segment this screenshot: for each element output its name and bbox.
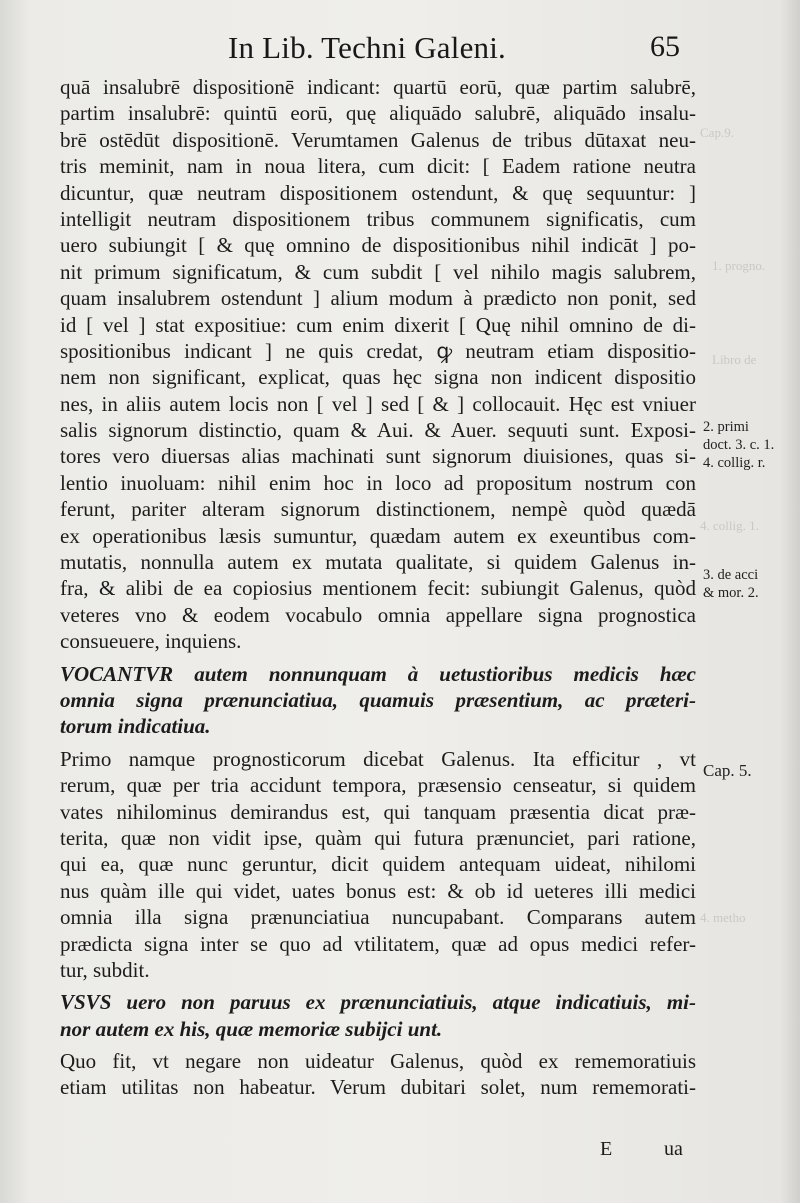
show-through-mark: 4. metho bbox=[700, 910, 746, 925]
text-line: nem non significant, explicat, quas hęc signa non indicent dispositio bbox=[60, 365, 696, 390]
text-line: nes, in aliis autem locis non [ vel ] sed [ & ] collocauit. Hęc est vniuer bbox=[60, 391, 696, 416]
text-line: vates nihilominus demirandus est, qui tanquam præsentia dicat præ- bbox=[60, 799, 696, 824]
text-line: tur, subdit. bbox=[60, 957, 150, 982]
text-line: ex operationibus læsis sumuntur, quædam autem ex exeuntibus com- bbox=[60, 523, 696, 548]
text-line: qui ea, quæ nunc geruntur, dicit quidem antequam uideat, nihilomi bbox=[60, 852, 696, 877]
lemma-line: torum indicatiua. bbox=[60, 714, 211, 739]
text-line: fra, & alibi de ea copiosius mentionem fecit: subiungit Galenus, quòd bbox=[60, 576, 696, 601]
signature-mark: E bbox=[600, 1138, 613, 1160]
text-line: rerum, quæ per tria accidunt tempora, præsensio censeatur, si quidem bbox=[60, 773, 696, 798]
text-line: brē ostēdūt dispositionē. Verumtamen Galenus de tribus dūtaxat neu- bbox=[60, 127, 696, 152]
page-footer bbox=[0, 1138, 800, 1166]
text-line: tores vero diuersas alias machinati sunt signorum diuisiones, quas si- bbox=[60, 444, 696, 469]
lemma-line: nor autem ex his, quæ memoriæ subijci unt. bbox=[60, 1016, 443, 1041]
margin-note: Cap. 5. bbox=[703, 761, 752, 780]
show-through-mark: Cap.9. bbox=[700, 125, 734, 140]
text-line: omnia illa signa prænunciatiua nuncupabant. Comparans autem bbox=[60, 905, 696, 930]
text-line: Quo fit, vt negare non uideatur Galenus, quòd ex rememoratiuis bbox=[60, 1049, 696, 1074]
text-line: spositionibus indicant ] ne quis credat, ꝙ neutram etiam dispositio- bbox=[60, 338, 696, 363]
text-line: quā insalubrē dispositionē indicant: quartū eorū, quæ partim salubrē, bbox=[60, 75, 696, 99]
show-through-mark: 1. progno. bbox=[712, 258, 766, 273]
text-line: partim insalubrē: quintū eorū, quę aliquādo salubrē, aliquādo insalu- bbox=[60, 101, 696, 126]
text-line: ferunt, pariter alteram signorum distinctionem, nempè quòd quædā bbox=[60, 497, 696, 522]
show-through-mark: Libro de bbox=[712, 352, 757, 367]
text-line: tris meminit, nam in noua litera, cum dicit: [ Eadem ratione neutra bbox=[60, 154, 696, 179]
text-line: Primo namque prognosticorum dicebat Galenus. Ita efficitur , vt bbox=[60, 746, 696, 771]
lemma-line: omnia signa prænunciatiua, quamuis præsentium, ac præteri- bbox=[60, 687, 696, 712]
show-through-mark: 4. collig. 1. bbox=[700, 518, 759, 533]
text-line: quam insalubrem ostendunt ] alium modum à prædicto non ponit, sed bbox=[60, 286, 696, 311]
main-text-block bbox=[60, 74, 696, 1101]
text-line: nit primum significatum, & cum subdit [ vel nihilo magis salubrem, bbox=[60, 259, 696, 284]
text-line: salis signorum distinctio, quam & Aui. & Auer. sequuti sunt. Exposi- bbox=[60, 418, 696, 443]
text-line: consueuere, inquiens. bbox=[60, 629, 242, 654]
lemma-line: VSVS uero non paruus ex prænunciatiuis, atque indicatiuis, mi- bbox=[60, 990, 696, 1015]
text-line: uero subiungit [ & quę omnino de dispositionibus nihil indicāt ] po- bbox=[60, 233, 696, 258]
text-line: id [ vel ] stat expositiue: cum enim dixerit [ Quę nihil omnino de di- bbox=[60, 312, 696, 337]
text-line: terita, quæ non vidit ipse, quàm qui futura prænunciet, pari ratione, bbox=[60, 825, 696, 850]
text-line: intelligit neutram dispositionem tribus communem significatis, cum bbox=[60, 206, 696, 231]
page-header bbox=[0, 28, 800, 72]
catchword: ua bbox=[664, 1138, 683, 1160]
margin-note: 2. primi doct. 3. c. 1. 4. collig. r. bbox=[703, 419, 775, 471]
text-line: prædicta signa inter se quo ad vtilitatem, quæ ad opus medici refer- bbox=[60, 931, 696, 956]
margin-note: 3. de acci & mor. 2. bbox=[703, 567, 759, 601]
running-title: In Lib. Techni Galeni. bbox=[228, 30, 506, 65]
text-line: dicuntur, quæ neutram dispositionem ostendunt, & quę sequuntur: ] bbox=[60, 180, 696, 205]
page-number: 65 bbox=[650, 30, 680, 63]
text-line: lentio inuoluam: nihil enim hoc in loco ad propositum nostrum con bbox=[60, 470, 696, 495]
text-line: nus quàm ille qui videt, uates bonus est: & ob id ueteres illi medici bbox=[60, 878, 696, 903]
text-line: etiam utilitas non habeatur. Verum dubitari solet, num rememorati- bbox=[60, 1075, 696, 1100]
text-line: veteres vno & eodem vocabulo omnia appellare signa prognostica bbox=[60, 602, 696, 627]
text-line: mutatis, nonnulla autem ex mutata qualitate, si quidem Galenus in- bbox=[60, 550, 696, 575]
lemma-line: VOCANTVR autem nonnunquam à uetustioribus medicis hæc bbox=[60, 661, 696, 686]
